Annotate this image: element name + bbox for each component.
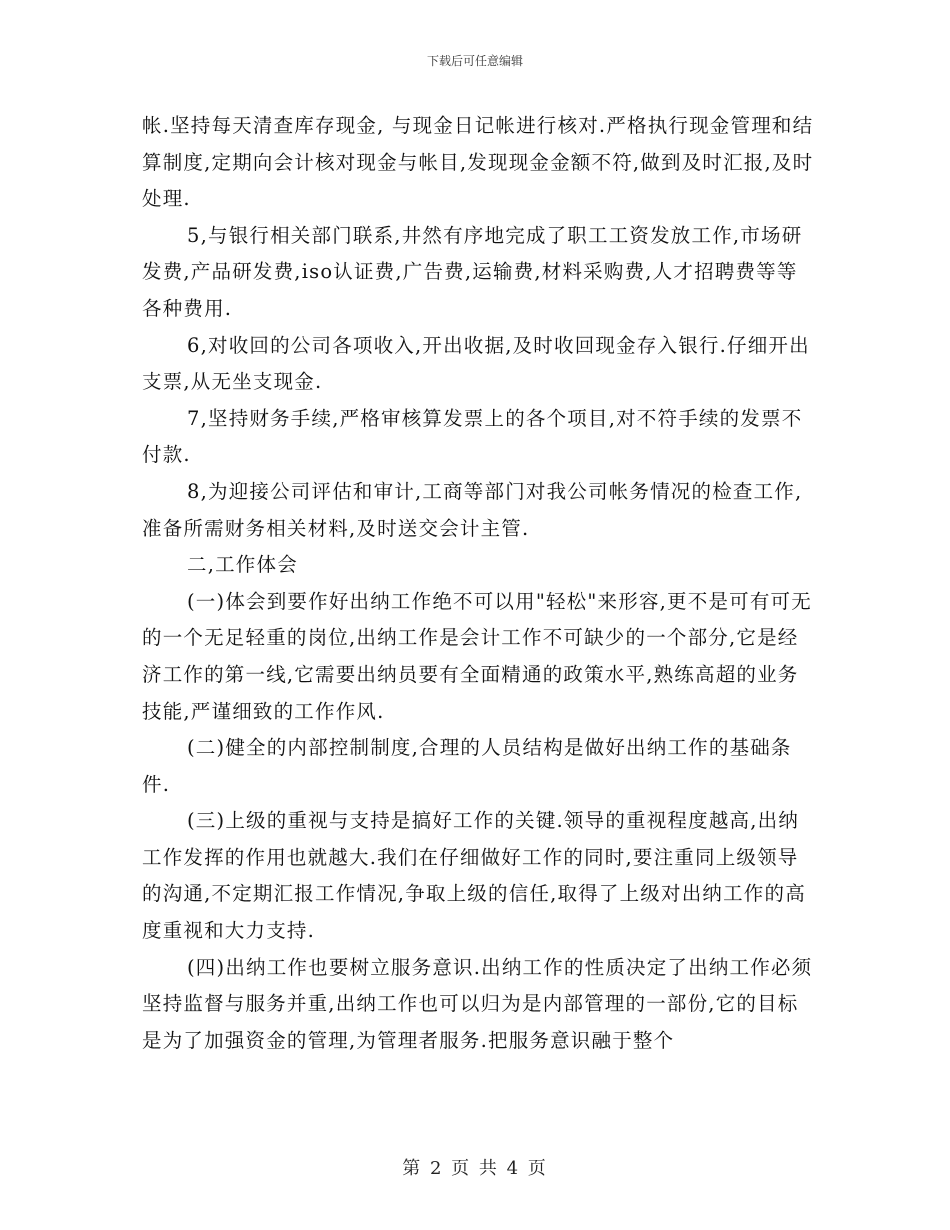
paragraph-9: (三)上级的重视与支持是搞好工作的关键.领导的重视程度越高,出纳工作发挥的作用也就越大.我们在仔细做好工作的同时,要注重同上级领导的沟通,不定期汇报工作情况,争取上级的信任,取得了上级对出纳工作的高度重视和大力支持. — [142, 809, 806, 943]
page-number-footer: 第 2 页 共 4 页 — [402, 1158, 548, 1179]
paragraph-4: 7,坚持财务手续,严格审核算发票上的各个项目,对不符手续的发票不付款. — [142, 406, 803, 467]
paragraph-7: (一)体会到要作好出纳工作绝不可以用"轻松"来形容,更不是可有可无的一个无足轻重的岗位,出纳工作是会计工作不可缺少的一个部分,它是经济工作的第一线,它需要出纳员要有全面精通的政策水平,熟练高超的业务技能,严谨细致的工作作风. — [142, 589, 812, 723]
document-body — [142, 108, 814, 1059]
paragraph-1: 帐.坚持每天清查库存现金, 与现金日记帐进行核对.严格执行现金管理和结算制度,定期向会计核对现金与帐目,发现现金金额不符,做到及时汇报,及时处理. — [142, 114, 814, 211]
paragraph-2: 5,与银行相关部门联系,井然有序地完成了职工工资发放工作,市场研发费,产品研发费,iso认证费,广告费,运输费,材料采购费,人才招聘费等等各种费用. — [142, 223, 803, 320]
section-heading: 二,工作体会 — [187, 553, 298, 577]
paragraph-3: 6,对收回的公司各项收入,开出收据,及时收回现金存入银行.仔细开出支票,从无坐支现金. — [142, 333, 810, 394]
page-header: 下载后可任意编辑 — [426, 54, 523, 68]
paragraph-8: (二)健全的内部控制制度,合理的人员结构是做好出纳工作的基础条件. — [142, 736, 792, 796]
paragraph-10: (四)出纳工作也要树立服务意识.出纳工作的性质决定了出纳工作必须坚持监督与服务并重,出纳工作也可以归为是内部管理的一部份,它的目标是为了加强资金的管理,为管理者服务.把服务意识融于整个 — [142, 955, 813, 1052]
paragraph-5: 8,为迎接公司评估和审计,工商等部门对我公司帐务情况的检查工作,准备所需财务相关材料,及时送交会计主管. — [142, 479, 803, 540]
